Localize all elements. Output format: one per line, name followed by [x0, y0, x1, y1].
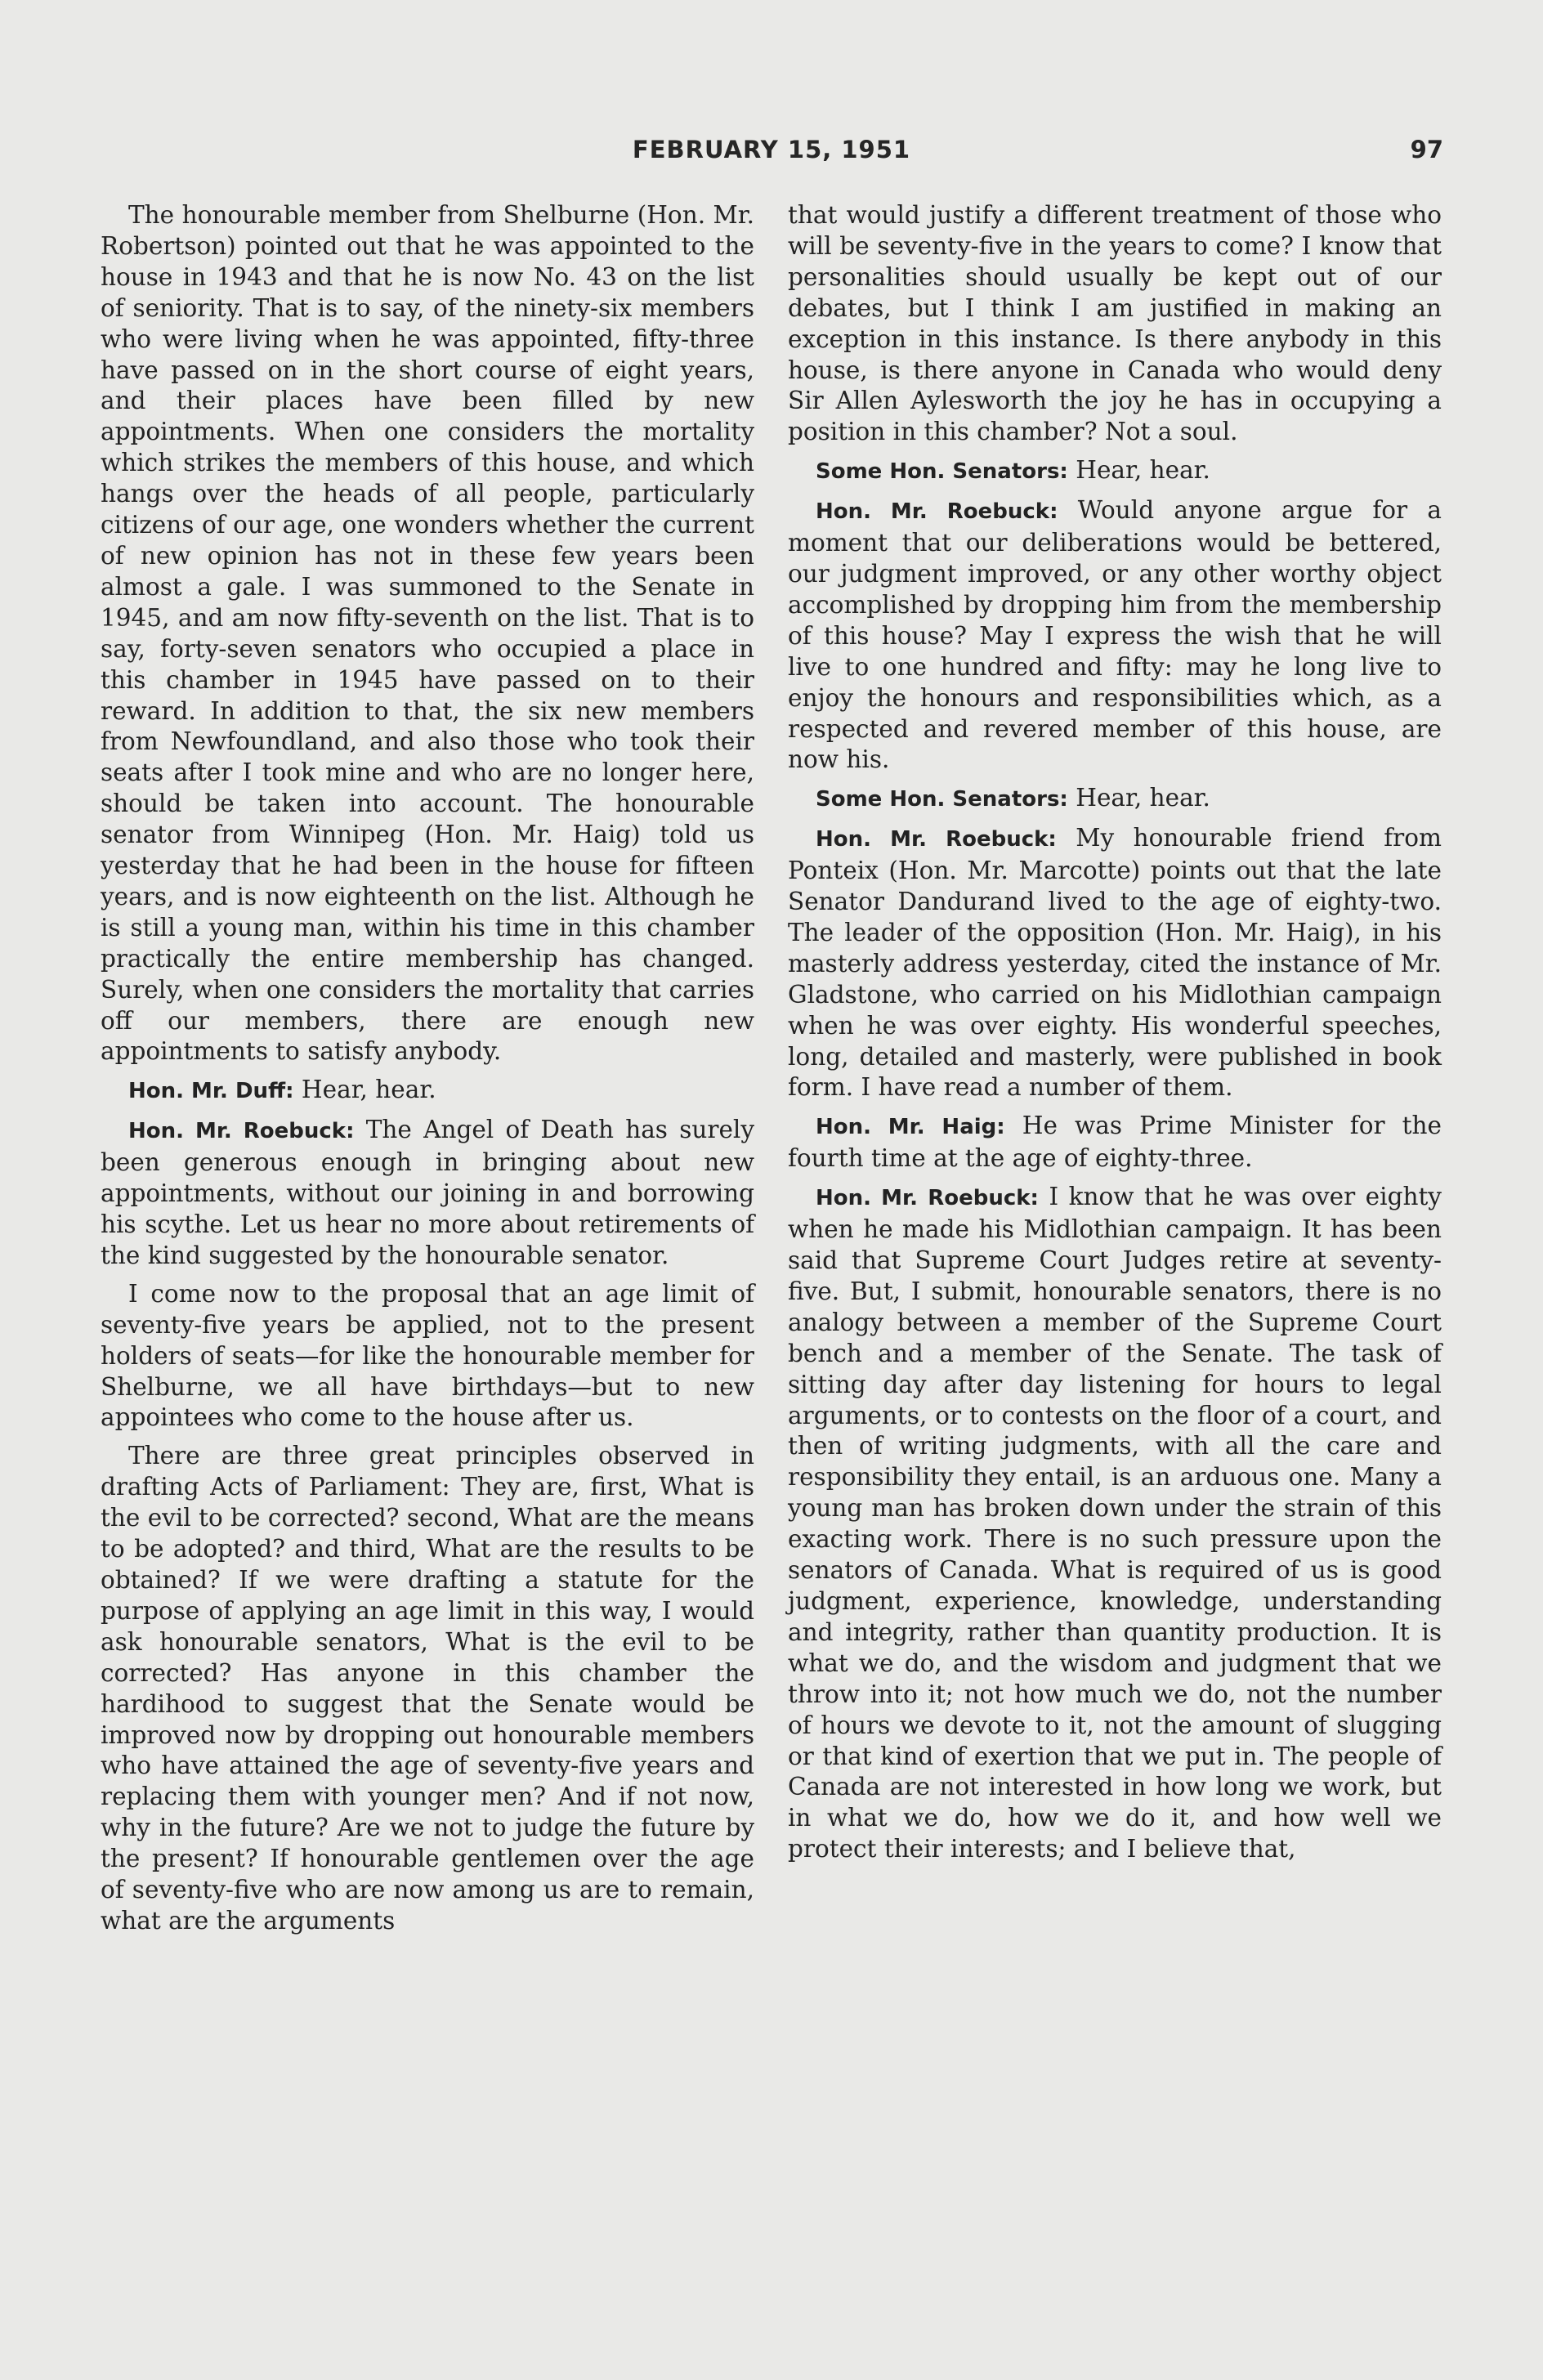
speaker-name: Some Hon. Senators:: [816, 787, 1068, 812]
paragraph-text: I know that he was over eighty when he made his Midlothian campaign. It has been said that Supreme Court Judges retire at seventy-five. But, I submit, honourable senators, there is no analogy between a member of the Supreme Court bench and a member of the Senate. The task of sitting day after day listening for hours to legal arguments, or to contests on the floor of a court, and then of writing judgments, with all the care and responsibility they entail, is an arduous one. Many a young man has broken down under the strain of this exacting work. There is no such pressure upon the senators of Canada. What is required of us is good judgment, experience, knowledge, understanding and integrity, rather than quantity production. It is what we do, and the wisdom and judgment that we throw into it; not how much we do, not the number of hours we devote to it, not the amount of slugging or that kind of exertion that we put in. The people of Canada are not interested in how long we work, but in what we do, how we do it, and how well we protect their interests; and I believe that,: [788, 1183, 1442, 1863]
speaker-paragraph: [101, 1115, 754, 1272]
speaker-name: Some Hon. Senators:: [816, 459, 1068, 485]
page-number: 97: [1410, 136, 1443, 163]
paragraph: [101, 1441, 754, 1937]
paragraph-text: There are three great principles observed in drafting Acts of Parliament: They are, first, What is the evil to be corrected? second, What are the means to be adopted? and third, What are the results to be obtained? If we were drafting a statute for the purpose of applying an age limit in this way, I would ask honourable senators, What is the evil to be corrected? Has anyone in this chamber the hardihood to suggest that the Senate would be improved now by dropping out honourable members who have attained the age of seventy-five years and replacing them with younger men? And if not now, why in the future? Are we not to judge the future by the present? If honourable gentlemen over the age of seventy-five who are now among us are to remain, what are the arguments: [101, 1442, 754, 1935]
right-column: [788, 200, 1442, 1865]
header-date: FEBRUARY 15, 1951: [632, 136, 911, 163]
paragraph-text: Would anyone argue for a moment that our deliberations would be bettered, our judgment improved, or any other worthy object accomplished by dropping him from the membership of this house? May I express the wish that he will live to one hundred and fifty: may he long live to enjoy the honours and responsibilities which, as a respected and revered member of this house, are now his.: [788, 496, 1442, 774]
speaker-paragraph: [788, 455, 1442, 488]
speaker-paragraph: [101, 1075, 754, 1107]
paragraph: [788, 200, 1442, 448]
speaker-name: Hon. Mr. Roebuck:: [128, 1119, 355, 1144]
paragraph-text: Hear, hear.: [301, 1076, 436, 1104]
speaker-name: Hon. Mr. Roebuck:: [816, 827, 1057, 852]
speaker-paragraph: [788, 1182, 1442, 1865]
paragraph-text: The honourable member from Shelburne (Hon. Mr. Robertson) pointed out that he was appointed to the house in 1943 and that he is now No. 43 on the list of seniority. That is to say, of the ninety-six members who were living when he was appointed, fifty-three have passed on in the short course of eight years, and their places have been filled by new appointments. When one considers the mortality which strikes the members of this house, and which hangs over the heads of all people, particularly citizens of our age, one wonders whether the current of new opinion has not in these few years been almost a gale. I was summoned to the Senate in 1945, and am now fifty-seventh on the list. That is to say, forty-seven senators who occupied a place in this chamber in 1945 have passed on to their reward. In addition to that, the six new members from Newfoundland, and also those who took their seats after I took mine and who are no longer here, should be taken into account. The honourable senator from Winnipeg (Hon. Mr. Haig) told us yesterday that he had been in the house for fifteen years, and is now eighteenth on the list. Although he is still a young man, within his time in this chamber practically the entire membership has changed. Surely, when one considers the mortality that carries off our members, there are enough new appointments to satisfy anybody.: [101, 201, 754, 1066]
paragraph-text: Hear, hear.: [1076, 784, 1210, 812]
paragraph-text: The Angel of Death has surely been generous enough in bringing about new appointments, without our joining in and borrowing his scythe. Let us hear no more about retirements of the kind suggested by the honourable senator.: [101, 1116, 754, 1269]
speaker-name: Hon. Mr. Duff:: [128, 1079, 294, 1104]
speaker-paragraph: [788, 823, 1442, 1103]
speaker-name: Hon. Mr. Haig:: [816, 1115, 1005, 1140]
paragraph: [101, 200, 754, 1067]
left-column: [101, 200, 754, 1937]
speaker-paragraph: [788, 495, 1442, 776]
speaker-paragraph: [788, 1111, 1442, 1174]
paragraph-text: that would justify a different treatment of those who will be seventy-five in the years to come? I know that personalities should usually be kept out of our debates, but I think I am justified in making an exception in this instance. Is there anybody in this house, is there anyone in Canada who would deny Sir Allen Aylesworth the joy he has in occupying a position in this chamber? Not a soul.: [788, 201, 1442, 446]
paragraph-text: I come now to the proposal that an age limit of seventy-five years be applied, not to the present holders of seats—for like the honourable member for Shelburne, we all have birthdays—but to new appointees who come to the house after us.: [101, 1279, 754, 1432]
speaker-name: Hon. Mr. Roebuck:: [816, 1186, 1039, 1211]
paragraph-text: My honourable friend from Ponteix (Hon. Mr. Marcotte) points out that the late Senator Dandurand lived to the age of eighty-two. The leader of the opposition (Hon. Mr. Haig), in his masterly address yesterday, cited the instance of Mr. Gladstone, who carried on his Midlothian campaign when he was over eighty. His wonderful speeches, long, detailed and masterly, were published in book form. I have read a number of them.: [788, 824, 1442, 1102]
speaker-name: Hon. Mr. Roebuck:: [816, 499, 1058, 525]
speaker-paragraph: [788, 783, 1442, 816]
paragraph-text: He was Prime Minister for the fourth time at the age of eighty-three.: [788, 1112, 1442, 1173]
paragraph-text: Hear, hear.: [1076, 456, 1210, 485]
paragraph: [101, 1279, 754, 1434]
